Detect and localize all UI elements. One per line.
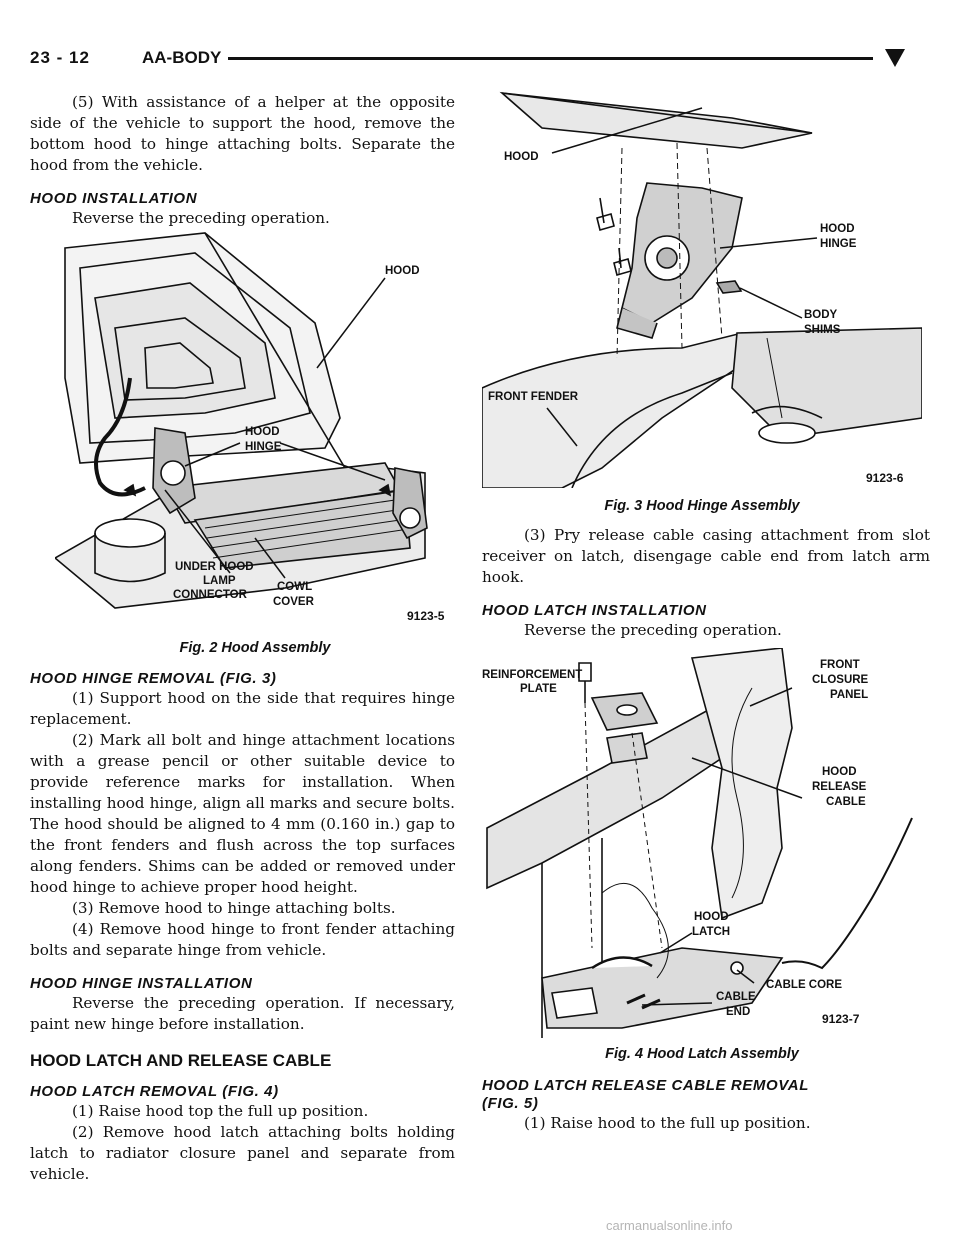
fig2-label-hood: HOOD	[385, 265, 420, 277]
fig4-label-cable-end-1: CABLE	[716, 991, 756, 1003]
fig3-label-front-fender: FRONT FENDER	[488, 391, 579, 403]
watermark: carmanualsonline.info	[606, 1218, 733, 1233]
page-header	[30, 42, 935, 72]
fig2-caption: Fig. 2 Hood Assembly	[179, 640, 331, 656]
fig4-caption: Fig. 4 Hood Latch Assembly	[605, 1046, 799, 1062]
hinge-step-3: (3) Remove hood to hinge attaching bolts.	[72, 899, 396, 917]
left-column-bottom	[30, 670, 455, 1185]
fig4-label-release-cable-2: RELEASE	[812, 781, 867, 793]
fig2-label-lamp-1: UNDER HOOD	[175, 561, 254, 573]
hinge-removal-heading: HOOD HINGE REMOVAL (FIG. 3)	[30, 670, 277, 687]
fig4-label-reinforcement-2: PLATE	[520, 683, 557, 695]
fig2-label-cowl-1: COWL	[277, 581, 313, 593]
latch-step-1: (1) Raise hood top the full up position.	[72, 1102, 369, 1120]
left-column-top	[30, 92, 455, 229]
fig4-label-front-closure-3: PANEL	[830, 689, 869, 701]
fig3-label-hood: HOOD	[504, 151, 539, 163]
hinge-step-4: (4) Remove hood hinge to front fender attaching bolts and separate hinge from vehicle.	[30, 920, 455, 959]
fig3-hood-hinge-assembly	[482, 88, 922, 520]
cable-removal-heading-fig: (FIG. 5)	[482, 1095, 539, 1112]
fig3-label-hinge-2: HINGE	[820, 238, 857, 250]
fig4-label-front-closure-1: FRONT	[820, 659, 860, 671]
latch-step-2: (2) Remove hood latch attaching bolts holding latch to radiator closure panel and separate from vehicle.	[30, 1123, 455, 1183]
fig4-hood-latch-assembly	[482, 648, 922, 1068]
fig2-drawing	[55, 228, 455, 628]
latch-cable-heading: HOOD LATCH AND RELEASE CABLE	[30, 1051, 332, 1070]
fig4-label-release-cable-3: CABLE	[826, 796, 866, 808]
fig3-caption: Fig. 3 Hood Hinge Assembly	[604, 498, 800, 514]
fig4-label-hood-latch-1: HOOD	[694, 911, 729, 923]
fig2-number: 9123-5	[407, 609, 445, 623]
hood-installation-text: Reverse the preceding operation.	[72, 209, 330, 227]
fig2-label-hinge-2: HINGE	[245, 441, 282, 453]
fig3-drawing	[482, 88, 922, 488]
cable-step-1: (1) Raise hood to the full up position.	[524, 1114, 811, 1132]
hinge-step-2: (2) Mark all bolt and hinge attachment locations with a grease pencil or other suitable device to provide reference marks for installation. When installing hood hinge, align all marks and secure bolts. The hood should be aligned to 4 mm (0.160 in.) gap to the front fenders and flush across the top surfaces along fenders. Shims can be added or removed under hood hinge to achieve proper hood height.	[30, 731, 455, 896]
fig3-label-hinge-1: HOOD	[820, 223, 855, 235]
fig2-label-lamp-3: CONNECTOR	[173, 589, 247, 601]
fig4-label-front-closure-2: CLOSURE	[812, 674, 869, 686]
latch-installation-text: Reverse the preceding operation.	[524, 621, 782, 639]
step-3-pry-paragraph: (3) Pry release cable casing attachment from slot receiver on latch, disengage cable end from latch arm hook.	[482, 526, 930, 586]
fig4-drawing	[482, 648, 922, 1038]
fig4-label-cable-core: CABLE CORE	[766, 979, 843, 991]
fig4-label-cable-end-2: END	[726, 1006, 751, 1018]
fig4-label-reinforcement-1: REINFORCEMENT	[482, 669, 583, 681]
fig3-label-shims-2: SHIMS	[804, 324, 841, 336]
hinge-installation-heading: HOOD HINGE INSTALLATION	[30, 975, 253, 992]
right-column-mid	[482, 525, 930, 641]
latch-installation-heading: HOOD LATCH INSTALLATION	[482, 602, 707, 619]
latch-removal-heading: HOOD LATCH REMOVAL (FIG. 4)	[30, 1083, 279, 1100]
step-5-paragraph: (5) With assistance of a helper at the opposite side of the vehicle to support the hood, remove the bottom hood to hinge attaching bolts. Separate the hood from the vehicle.	[30, 93, 455, 174]
hood-installation-heading: HOOD INSTALLATION	[30, 190, 198, 207]
fig4-label-release-cable-1: HOOD	[822, 766, 857, 778]
fig2-label-cowl-2: COVER	[273, 596, 314, 608]
fig2-label-lamp-2: LAMP	[203, 575, 236, 587]
fig2-hood-assembly	[55, 228, 455, 660]
fig4-label-hood-latch-2: LATCH	[692, 926, 731, 938]
right-column-bottom	[482, 1077, 930, 1134]
hinge-step-1: (1) Support hood on the side that requires hinge replacement.	[30, 689, 455, 728]
page-number: 23 - 12	[30, 48, 90, 67]
fig3-label-shims-1: BODY	[804, 309, 838, 321]
section-title: AA-BODY	[142, 48, 222, 67]
fig3-number: 9123-6	[866, 471, 904, 485]
header-rule	[228, 57, 873, 60]
fig2-label-hinge-1: HOOD	[245, 426, 280, 438]
hinge-installation-text: Reverse the preceding operation. If necessary, paint new hinge before installation.	[30, 994, 455, 1033]
fig4-number: 9123-7	[822, 1012, 860, 1026]
triangle-marker-icon	[885, 49, 905, 67]
cable-removal-heading: HOOD LATCH RELEASE CABLE REMOVAL	[482, 1077, 809, 1094]
